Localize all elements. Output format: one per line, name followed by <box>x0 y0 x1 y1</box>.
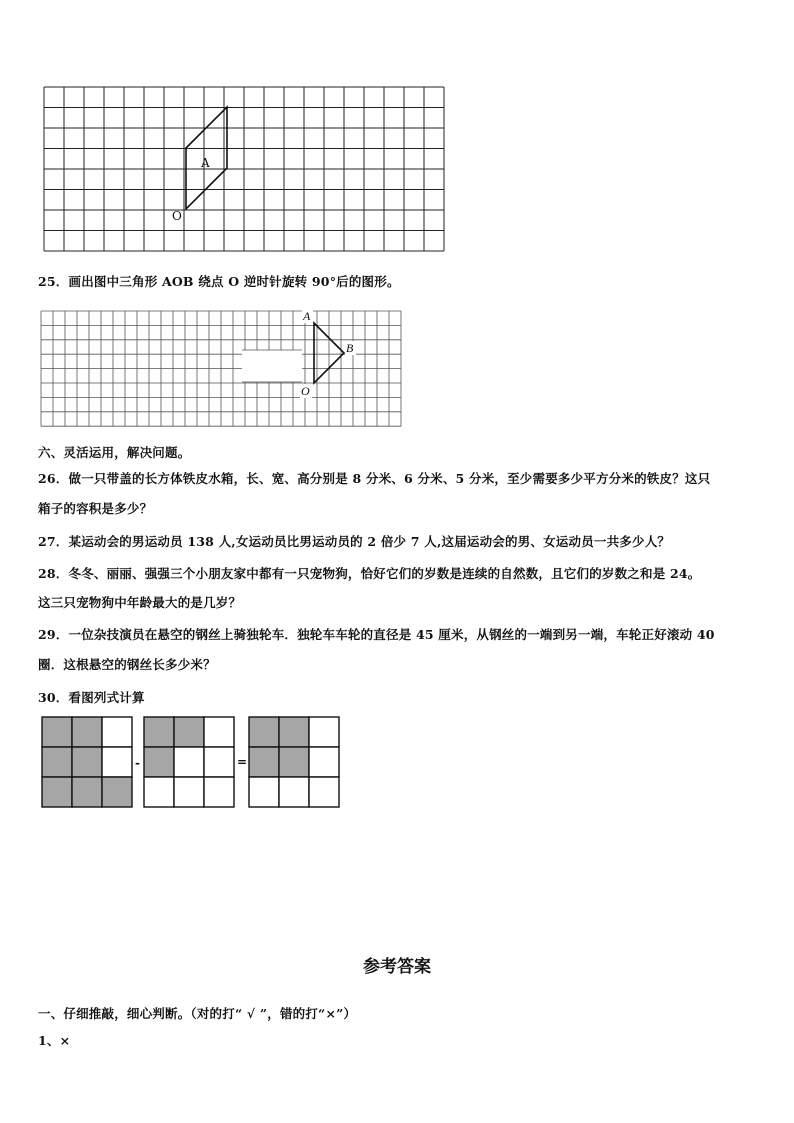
square-cell <box>102 777 132 807</box>
square-cell <box>144 777 174 807</box>
triangle-label-a: A <box>303 309 311 323</box>
square-cell <box>174 747 204 777</box>
triangle-label-o: O <box>301 384 310 398</box>
square-cell <box>204 717 234 747</box>
answer-section-1-heading: 一、仔细推敲，细心判断。（对的打“ √ ”，错的打“×”） <box>38 1006 357 1021</box>
parallelogram-label-o: O <box>172 209 182 223</box>
square-cell <box>102 717 132 747</box>
square-cell <box>204 777 234 807</box>
section-6-heading: 六、灵活运用，解决问题。 <box>38 445 191 460</box>
question-26-line-2: 箱子的容积是多少？ <box>38 501 153 516</box>
parallelogram-label-a: A <box>201 156 210 170</box>
square-grid-left <box>42 717 132 807</box>
equals-sign: = <box>237 755 248 769</box>
square-cell <box>42 747 72 777</box>
answer-key-title: 参考答案 <box>363 957 431 977</box>
square-cell <box>309 777 339 807</box>
square-cell <box>309 747 339 777</box>
minus-sign: - <box>135 756 140 770</box>
question-29-line-1: 29．一位杂技演员在悬空的钢丝上骑独轮车．独轮车车轮的直径是 45 厘米，从钢丝的一端到另一端，车轮正好滚动 40 <box>38 627 715 642</box>
square-cell <box>144 747 174 777</box>
square-cell <box>174 777 204 807</box>
square-cell <box>309 717 339 747</box>
question-25: 25．画出图中三角形 AOB 绕点 O 逆时针旋转 90°后的图形。 <box>38 274 400 289</box>
square-cell <box>144 717 174 747</box>
square-cell <box>174 717 204 747</box>
square-cell <box>249 777 279 807</box>
question-30: 30．看图列式计算 <box>38 690 145 705</box>
square-cell <box>72 747 102 777</box>
square-cell <box>72 777 102 807</box>
question-28-line-2: 这三只宠物狗中年龄最大的是几岁？ <box>38 595 242 610</box>
square-cell <box>279 777 309 807</box>
square-cell <box>279 717 309 747</box>
square-grid-right <box>249 717 339 807</box>
square-cell <box>102 747 132 777</box>
square-cell <box>279 747 309 777</box>
triangle-label-b: B <box>346 341 354 355</box>
answer-item-1: 1、× <box>38 1033 71 1048</box>
question-26-line-1: 26．做一只带盖的长方体铁皮水箱，长、宽、高分别是 8 分米、6 分米、5 分米，至少需要多少平方分米的铁皮？这只 <box>38 471 711 486</box>
question-28-line-1: 28．冬冬、丽丽、强强三个小朋友家中都有一只宠物狗，恰好它们的岁数是连续的自然数，且它们的岁数之和是 24。 <box>38 566 701 581</box>
square-cell <box>72 717 102 747</box>
question-27: 27．某运动会的男运动员 138 人,女运动员比男运动员的 2 倍少 7 人,这届运动会的男、女运动员一共多少人？ <box>38 534 671 549</box>
square-cell <box>249 717 279 747</box>
square-cell <box>204 747 234 777</box>
square-cell <box>42 777 72 807</box>
square-cell <box>249 747 279 777</box>
square-cell <box>42 717 72 747</box>
square-grid-middle <box>144 717 234 807</box>
question-29-line-2: 圈．这根悬空的钢丝长多少米？ <box>38 657 216 672</box>
